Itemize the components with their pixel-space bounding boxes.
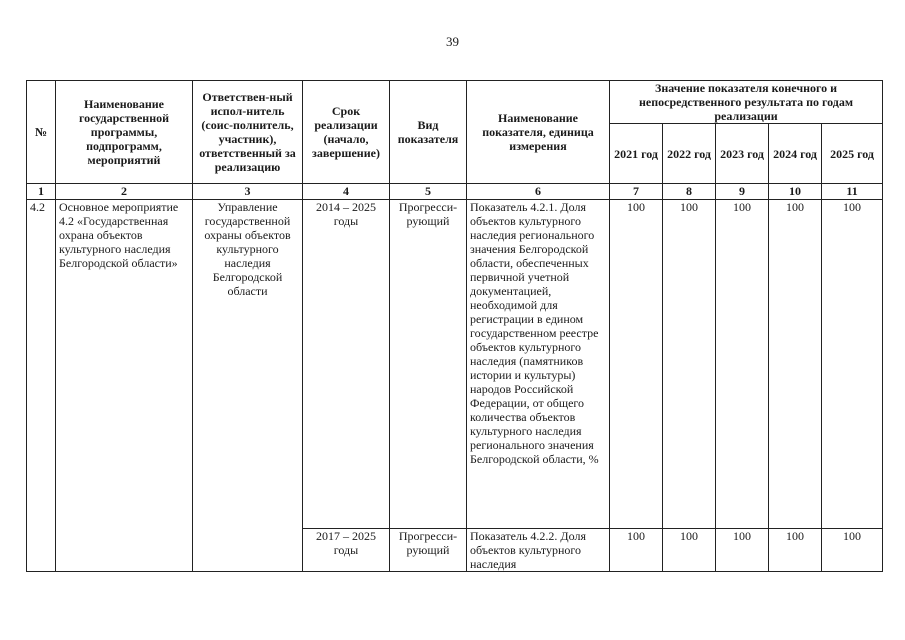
header-row bbox=[27, 81, 883, 124]
page-number: 39 bbox=[446, 34, 459, 49]
column-number: 7 bbox=[610, 184, 663, 200]
header-type: Вид показателя bbox=[390, 81, 467, 184]
indicator-type: Прогресси-рующий bbox=[390, 200, 467, 529]
value-2025: 100 bbox=[822, 529, 883, 572]
header-year-2021: 2021 год bbox=[610, 124, 663, 184]
value-2021: 100 bbox=[610, 200, 663, 529]
value-2023: 100 bbox=[716, 200, 769, 529]
value-2023: 100 bbox=[716, 529, 769, 572]
column-number: 6 bbox=[467, 184, 610, 200]
column-number: 2 bbox=[56, 184, 193, 200]
column-number: 5 bbox=[390, 184, 467, 200]
header-values: Значение показателя конечного и непосредственного результата по годам реализации bbox=[610, 81, 883, 124]
value-2025: 100 bbox=[822, 200, 883, 529]
column-number: 10 bbox=[769, 184, 822, 200]
column-number: 11 bbox=[822, 184, 883, 200]
column-numbers-row bbox=[27, 184, 883, 200]
indicator-name: Показатель 4.2.1. Доля объектов культурного наследия регионального значения Белгородской области, обеспеченных первичной учетной документацией, необходимой для регистрации в едином государственном реестре объектов культурного наследия (памятников истории и культуры) народов Российской Федерации, от общего количества объектов культурного наследия регионального значения Белгородской области, % bbox=[467, 200, 610, 529]
column-number: 4 bbox=[303, 184, 390, 200]
value-2021: 100 bbox=[610, 529, 663, 572]
row-number: 4.2 bbox=[27, 200, 56, 572]
value-2024: 100 bbox=[769, 200, 822, 529]
column-number: 3 bbox=[193, 184, 303, 200]
implementation-term: 2014 – 2025 годы bbox=[303, 200, 390, 529]
value-2022: 100 bbox=[663, 529, 716, 572]
responsible-executor: Управление государственной охраны объектов культурного наследия Белгородской области bbox=[193, 200, 303, 572]
header-year-2022: 2022 год bbox=[663, 124, 716, 184]
value-2022: 100 bbox=[663, 200, 716, 529]
header-year-2024: 2024 год bbox=[769, 124, 822, 184]
indicator-type: Прогресси-рующий bbox=[390, 529, 467, 572]
table-row bbox=[27, 200, 883, 529]
measure-name: Основное мероприятие 4.2 «Государственная охрана объектов культурного наследия Белгородской области» bbox=[56, 200, 193, 572]
header-name: Наименование государственной программы, подпрограмм, мероприятий bbox=[56, 81, 193, 184]
column-number: 1 bbox=[27, 184, 56, 200]
header-no: № bbox=[27, 81, 56, 184]
indicator-name: Показатель 4.2.2. Доля объектов культурного наследия bbox=[467, 529, 610, 572]
value-2024: 100 bbox=[769, 529, 822, 572]
header-year-2025: 2025 год bbox=[822, 124, 883, 184]
header-responsible: Ответствен-ный испол-нитель (соис-полнитель, участник), ответственный за реализацию bbox=[193, 81, 303, 184]
column-number: 8 bbox=[663, 184, 716, 200]
column-number: 9 bbox=[716, 184, 769, 200]
header-year-2023: 2023 год bbox=[716, 124, 769, 184]
header-indicator: Наименование показателя, единица измерения bbox=[467, 81, 610, 184]
indicators-table bbox=[26, 80, 883, 572]
implementation-term: 2017 – 2025 годы bbox=[303, 529, 390, 572]
header-term: Срок реализации (начало, завершение) bbox=[303, 81, 390, 184]
